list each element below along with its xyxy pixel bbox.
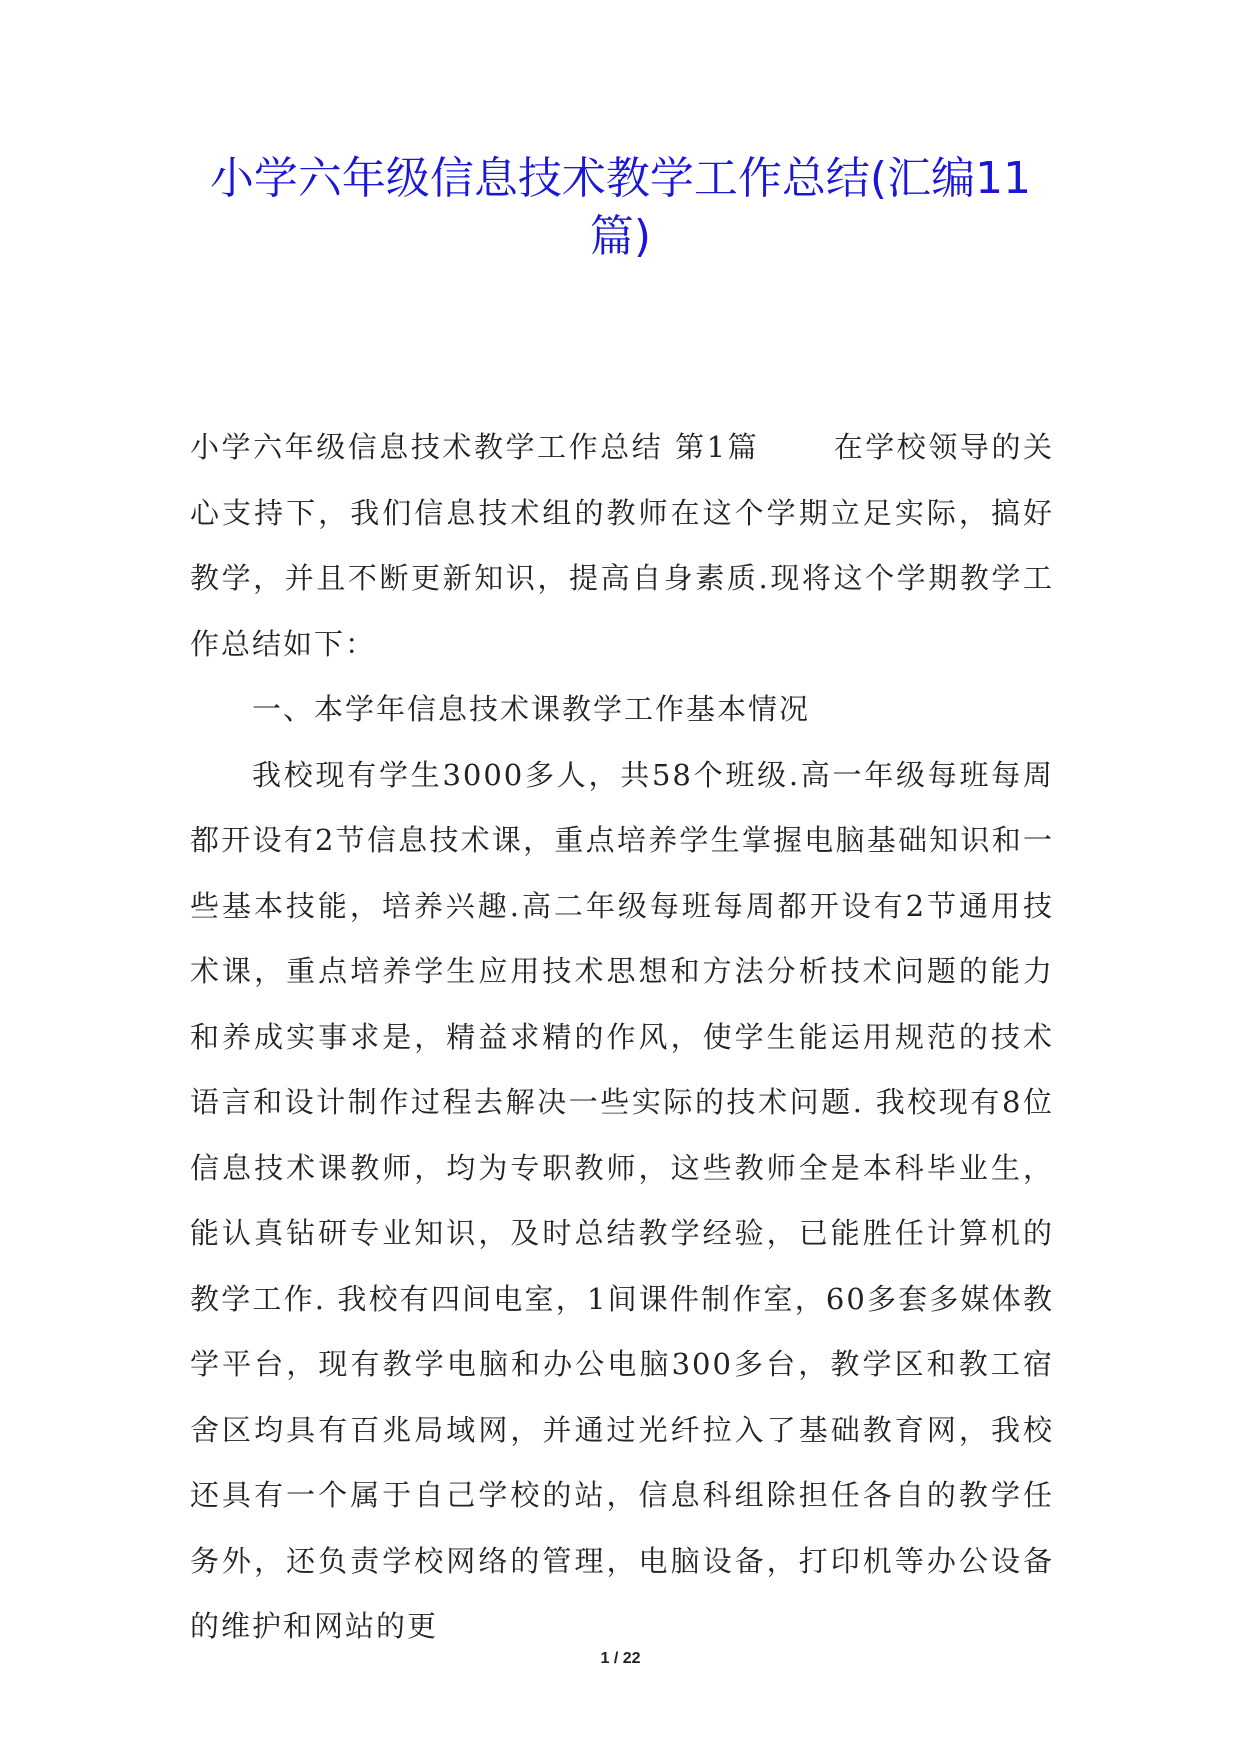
document-body <box>190 415 1054 1660</box>
paragraph-3: 我校现有学生3000多人，共58个班级.高一年级每班每周都开设有2节信息技术课，重点培养学生掌握电脑基础知识和一些基本技能，培养兴趣.高二年级每班每周都开设有2节通用技术课，重点培养学生应用技术思想和方法分析技术问题的能力和养成实事求是，精益求精的作风，使学生能运用规范的技术语言和设计制作过程去解决一些实际的技术问题. 我校现有8位信息技术课教师，均为专职教师，这些教师全是本科毕业生，能认真钻研专业知识，及时总结教学经验，已能胜任计算机的教学工作. 我校有四间电室，1间课件制作室，60多套多媒体教学平台，现有教学电脑和办公电脑300多台，教学区和教工宿舍区均具有百兆局域网，并通过光纤拉入了基础教育网，我校还具有一个属于自己学校的站，信息科组除担任各自的教学任务外，还负责学校网络的管理，电脑设备，打印机等办公设备的维护和网站的更 <box>190 757 1054 1643</box>
document-title-line-1: 小学六年级信息技术教学工作总结(汇编11 <box>209 153 1032 204</box>
paragraph-2: 一、本学年信息技术课教学工作基本情况 <box>252 692 811 726</box>
page-number: 1 / 22 <box>600 1650 641 1667</box>
document-title <box>150 150 1091 266</box>
paragraph-1 <box>190 415 1054 677</box>
document-title-line-2: 篇) <box>589 211 652 262</box>
paragraph-text: 在学校领导的关心支持下，我们信息技术组的教师在这个学期立足实际，搞好教学，并且不断更新知识，提高自身素质.现将这个学期教学工作总结如下： <box>190 430 1054 661</box>
section-heading: 小学六年级信息技术教学工作总结 第1篇 <box>190 430 760 464</box>
